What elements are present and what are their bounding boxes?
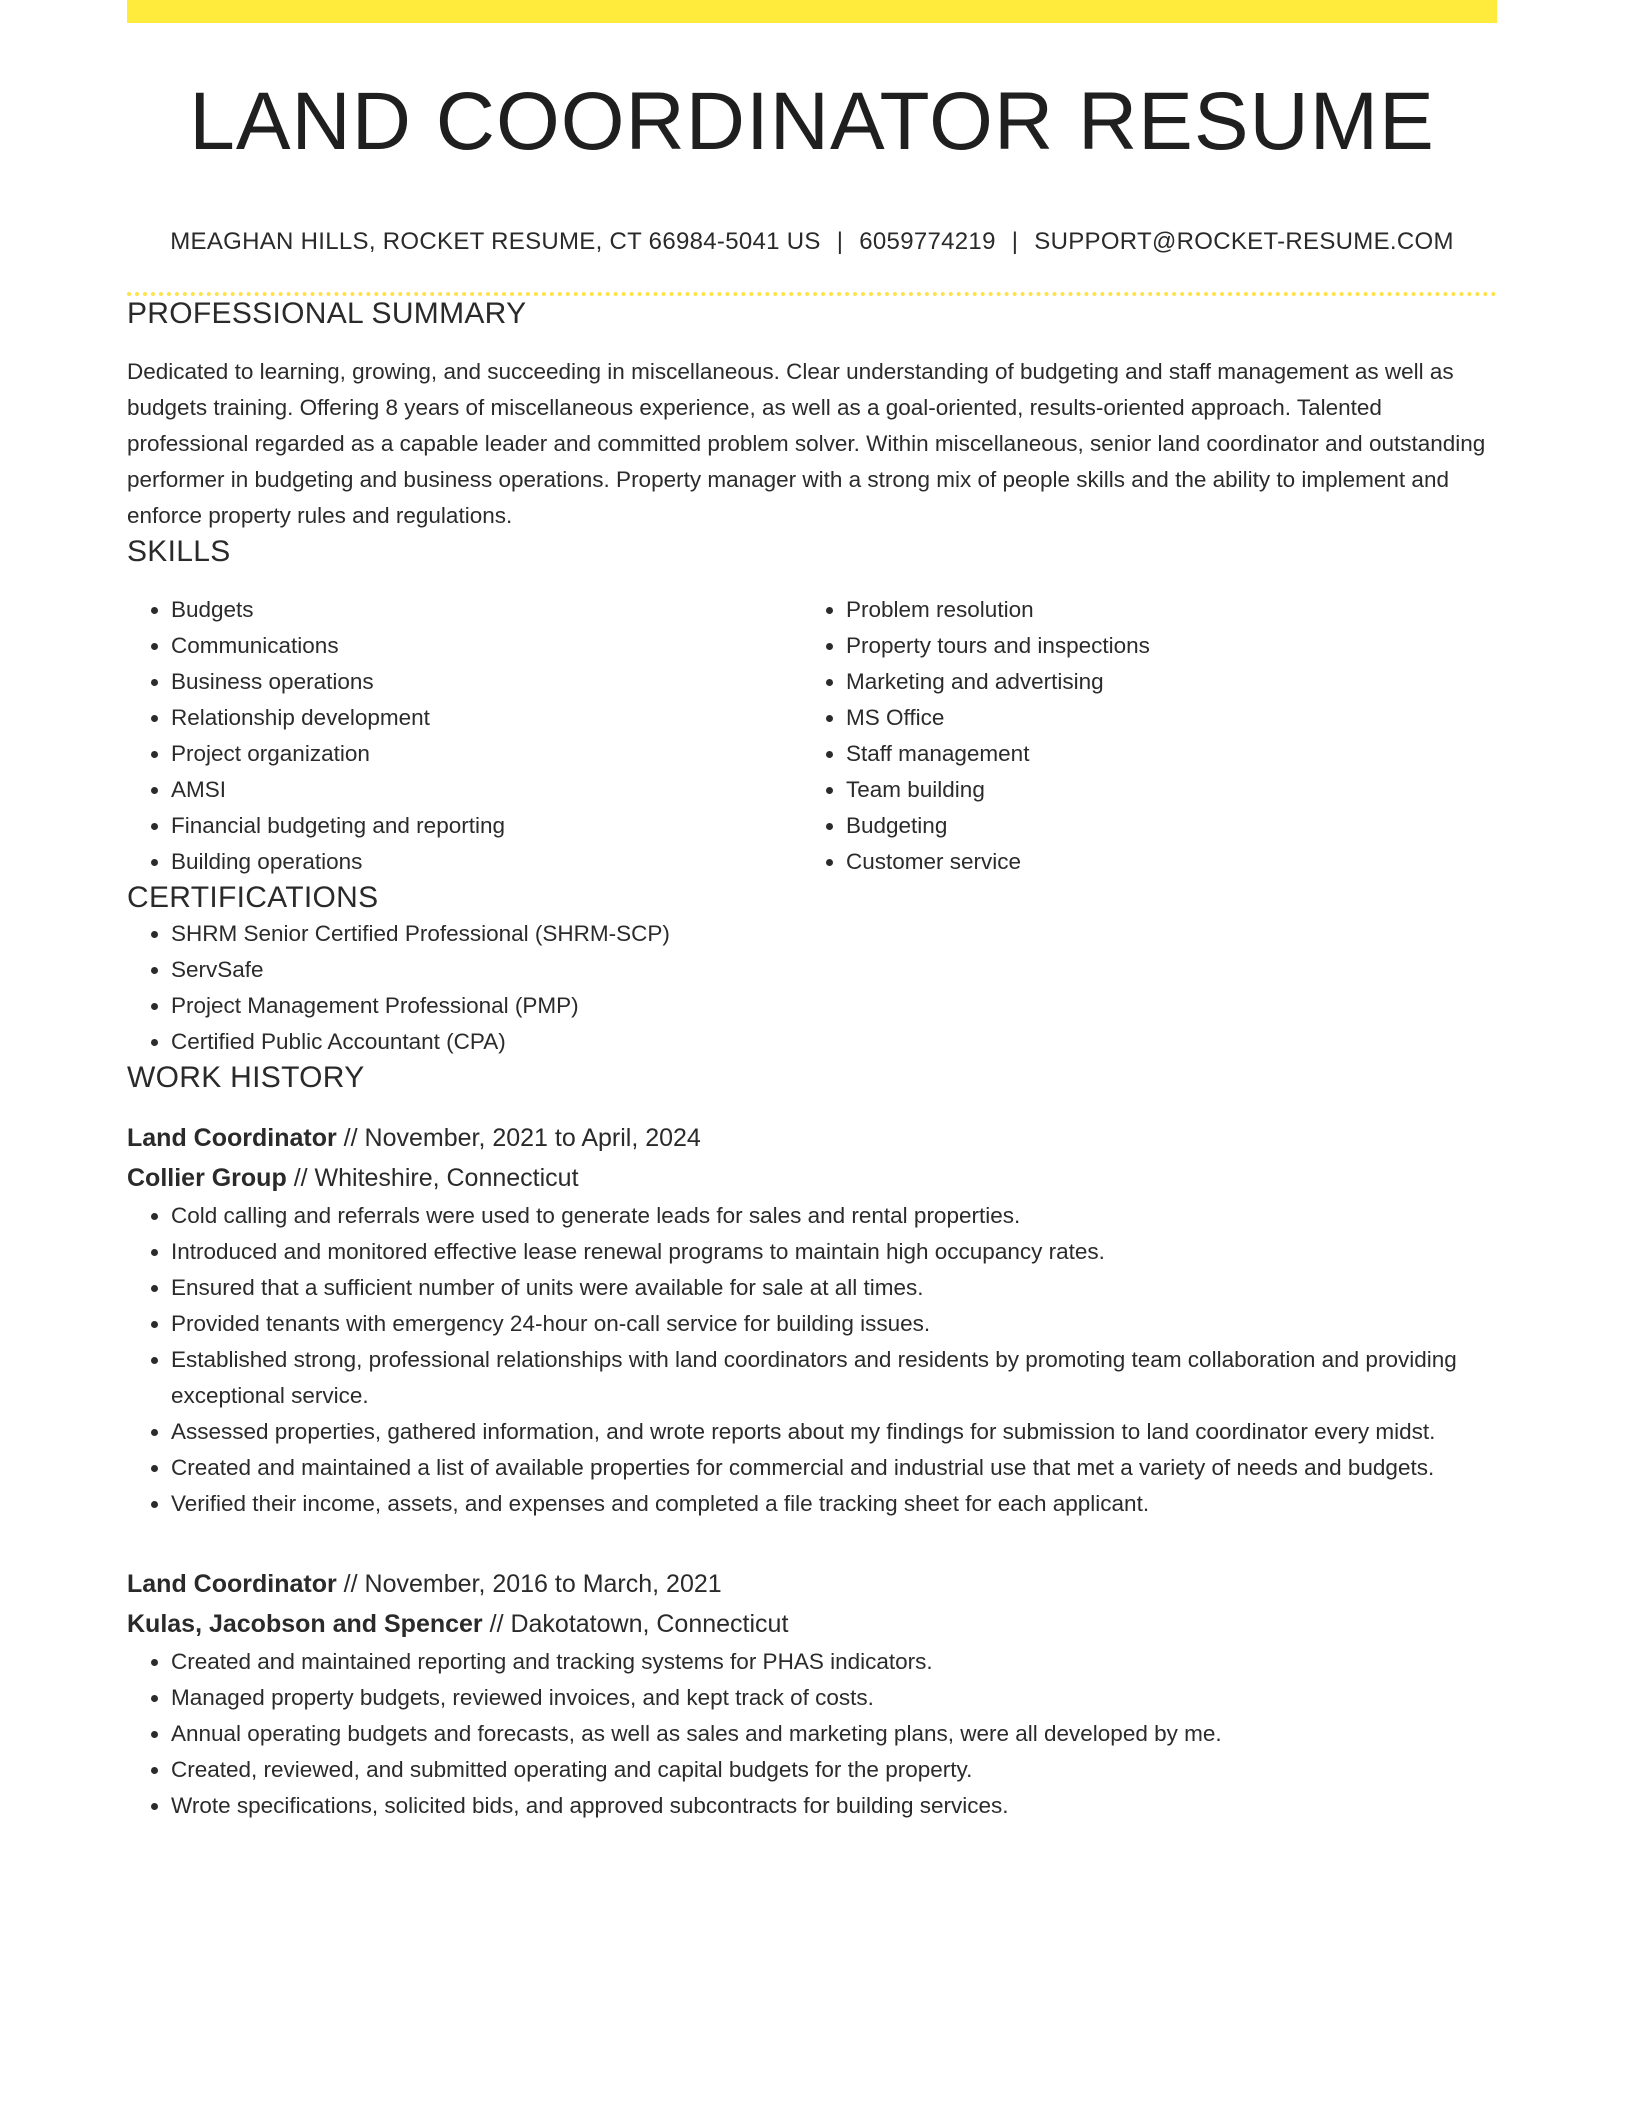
job-duty-item: • Introduced and monitored effective lease renewal programs to maintain high occupancy rates. — [171, 1234, 1497, 1270]
skills-list-left — [127, 592, 802, 880]
work-history-section — [127, 1060, 1497, 1824]
contact-address: MEAGHAN HILLS, ROCKET RESUME, CT 66984-5041 US — [170, 228, 821, 255]
skill-item: • Problem resolution — [846, 592, 1477, 628]
resume-page — [127, 0, 1497, 1824]
job-duty-item: • Established strong, professional relationships with land coordinators and residents by promoting team collaboration and providing exceptional service. — [171, 1342, 1497, 1414]
job-duty-item: • Verified their income, assets, and expenses and completed a file tracking sheet for each applicant. — [171, 1486, 1497, 1522]
work-history-heading: WORK HISTORY — [127, 1061, 365, 1094]
job-location: // Dakotatown, Connecticut — [489, 1610, 789, 1638]
skill-item: • Project organization — [171, 736, 802, 772]
job-title-line — [127, 1564, 1497, 1604]
resume-title: LAND COORDINATOR RESUME — [189, 76, 1435, 167]
top-accent-bar — [127, 0, 1497, 23]
job-company-line — [127, 1158, 1497, 1198]
skill-item: • Customer service — [846, 844, 1477, 880]
skills-heading: SKILLS — [127, 535, 231, 568]
job-company-line — [127, 1604, 1497, 1644]
summary-heading: PROFESSIONAL SUMMARY — [127, 297, 527, 330]
job-duties-list — [127, 1198, 1497, 1522]
skills-column-right — [802, 592, 1477, 880]
contact-separator: | — [836, 228, 844, 255]
job-title: Land Coordinator — [127, 1124, 337, 1152]
skill-item: • Relationship development — [171, 700, 802, 736]
job-duty-item: • Managed property budgets, reviewed invoices, and kept track of costs. — [171, 1680, 1497, 1716]
job-duty-item: • Created, reviewed, and submitted operating and capital budgets for the property. — [171, 1752, 1497, 1788]
skill-item: • AMSI — [171, 772, 802, 808]
contact-phone: 6059774219 — [859, 228, 996, 255]
skill-item: • Communications — [171, 628, 802, 664]
skill-item: • Property tours and inspections — [846, 628, 1477, 664]
skill-item: • MS Office — [846, 700, 1477, 736]
contact-separator: | — [1011, 228, 1019, 255]
job-duty-item: • Annual operating budgets and forecasts, as well as sales and marketing plans, were all developed by me. — [171, 1716, 1497, 1752]
skill-item: • Budgets — [171, 592, 802, 628]
skills-column-left — [127, 592, 802, 880]
job-duty-item: • Ensured that a sufficient number of units were available for sale at all times. — [171, 1270, 1497, 1306]
job-location: // Whiteshire, Connecticut — [293, 1164, 579, 1192]
contact-email: SUPPORT@ROCKET-RESUME.COM — [1034, 228, 1454, 255]
job-duties-list — [127, 1644, 1497, 1824]
certification-item: • ServSafe — [171, 952, 1497, 988]
job-dates: // November, 2016 to March, 2021 — [343, 1570, 722, 1598]
skill-item: • Building operations — [171, 844, 802, 880]
job-entry — [127, 1118, 1497, 1522]
skills-section — [127, 534, 1497, 880]
certification-item: • Certified Public Accountant (CPA) — [171, 1024, 1497, 1060]
job-title-line — [127, 1118, 1497, 1158]
job-duty-item: • Cold calling and referrals were used to generate leads for sales and rental properties. — [171, 1198, 1497, 1234]
certifications-section — [127, 880, 1497, 1060]
contact-line — [127, 228, 1497, 256]
job-title: Land Coordinator — [127, 1570, 337, 1598]
certifications-heading: CERTIFICATIONS — [127, 881, 379, 914]
job-duty-item: • Provided tenants with emergency 24-hour on-call service for building issues. — [171, 1306, 1497, 1342]
job-dates: // November, 2021 to April, 2024 — [343, 1124, 701, 1152]
job-duty-item: • Assessed properties, gathered information, and wrote reports about my findings for submission to land coordinator every midst. — [171, 1414, 1497, 1450]
certification-item: • SHRM Senior Certified Professional (SHRM-SCP) — [171, 916, 1497, 952]
skill-item: • Financial budgeting and reporting — [171, 808, 802, 844]
job-company: Collier Group — [127, 1164, 287, 1192]
skills-list-right — [802, 592, 1477, 880]
certification-item: • Project Management Professional (PMP) — [171, 988, 1497, 1024]
job-duty-item: • Created and maintained a list of available properties for commercial and industrial use that met a variety of needs and budgets. — [171, 1450, 1497, 1486]
skill-item: • Team building — [846, 772, 1477, 808]
skills-grid — [127, 592, 1497, 880]
skill-item: • Business operations — [171, 664, 802, 700]
certifications-list — [127, 916, 1497, 1060]
job-company: Kulas, Jacobson and Spencer — [127, 1610, 483, 1638]
job-duty-item: • Wrote specifications, solicited bids, and approved subcontracts for building services. — [171, 1788, 1497, 1824]
job-duty-item: • Created and maintained reporting and tracking systems for PHAS indicators. — [171, 1644, 1497, 1680]
summary-text: Dedicated to learning, growing, and succeeding in miscellaneous. Clear understanding of budgeting and staff management as well as budgets training. Offering 8 years of miscellaneous experience, as well as a goal-oriented, results-oriented approach. Talented professional regarded as a capable leader and committed problem solver. Within miscellaneous, senior land coordinator and outstanding performer in budgeting and business operations. Property manager with a strong mix of people skills and the ability to implement and enforce property rules and regulations. — [127, 359, 1486, 528]
job-entry — [127, 1564, 1497, 1824]
skill-item: • Staff management — [846, 736, 1477, 772]
skill-item: • Budgeting — [846, 808, 1477, 844]
skill-item: • Marketing and advertising — [846, 664, 1477, 700]
summary-section — [127, 296, 1497, 534]
